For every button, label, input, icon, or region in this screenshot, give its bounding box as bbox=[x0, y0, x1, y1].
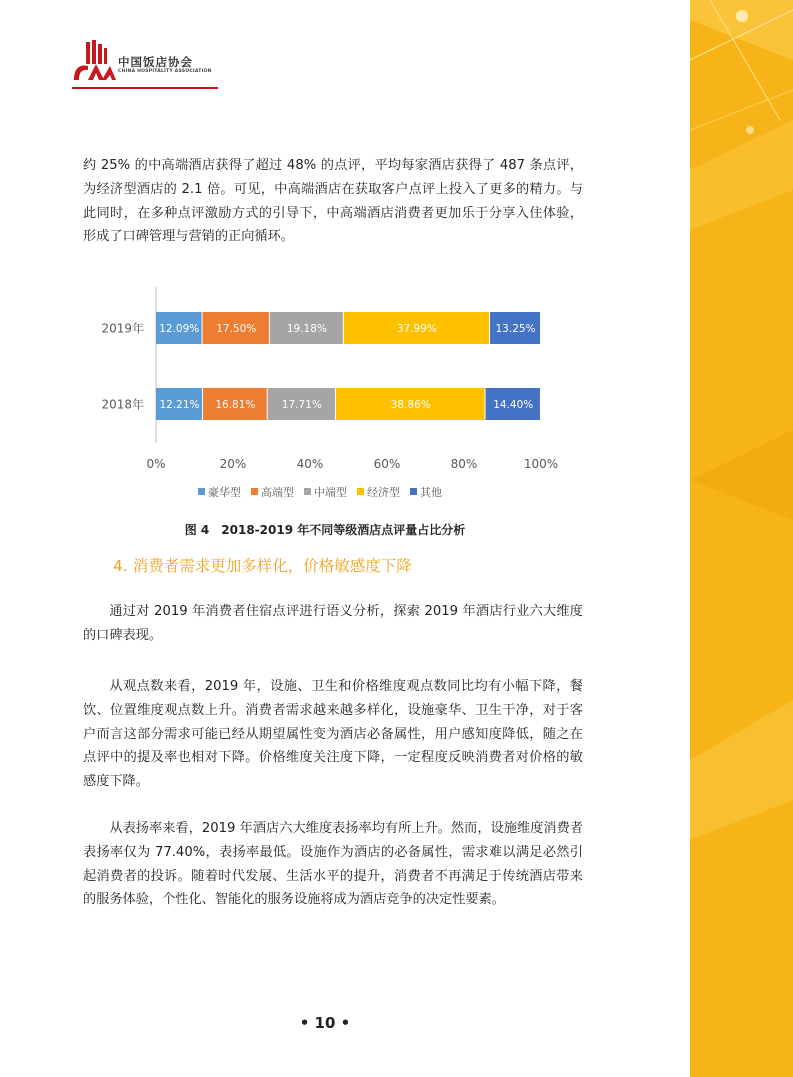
legend-label: 其他 bbox=[420, 486, 442, 499]
data-label: 14.40% bbox=[493, 399, 534, 411]
x-tick-label: 40% bbox=[296, 457, 324, 471]
data-label: 17.50% bbox=[216, 323, 257, 335]
header-logo bbox=[72, 40, 222, 92]
paragraph-opinion-count: 从观点数来看，2019 年，设施、卫生和价格维度观点数同比均有小幅下降，餐饮、位置维度观点数上升。消费者需求越来越多样化，设施豪华、卫生干净，对于客户而言这部分需求可能已经从期望属性变为酒店必备属性，用户感知度降低，随之在点评中的提及率也相对下降。价格维度关注度下降，一定程度反映消费者对价格的敏感度下降。 bbox=[83, 679, 583, 790]
x-tick-label: 80% bbox=[450, 457, 478, 471]
data-label: 12.09% bbox=[159, 323, 200, 335]
legend-label: 高端型 bbox=[261, 486, 294, 499]
x-tick-label: 20% bbox=[219, 457, 247, 471]
page-number: • 10 • bbox=[299, 1014, 351, 1032]
data-label: 19.18% bbox=[286, 323, 327, 335]
x-tick-label: 0% bbox=[146, 457, 166, 471]
stacked-bar-chart bbox=[80, 275, 600, 525]
legend-label: 经济型 bbox=[367, 486, 400, 499]
legend-label: 中端型 bbox=[314, 486, 347, 499]
x-tick-label: 100% bbox=[523, 457, 559, 471]
figure-caption: 图 4 2018-2019 年不同等级酒店点评量占比分析 bbox=[184, 523, 466, 537]
paragraph-praise-rate: 从表扬率来看，2019 年酒店六大维度表扬率均有所上升。然而，设施维度消费者表扬率仅为 77.40%，表扬率最低。设施作为酒店的必备属性，需求难以满足必然引起消费者的投诉。随着时代发展、生活水平的提升，消费者不再满足于传统酒店带来的服务体验，个性化、智能化的服务设施将成为酒店竞争的决定性要素。 bbox=[83, 821, 583, 908]
legend-swatch bbox=[357, 488, 364, 495]
category-label: 2019年 bbox=[101, 321, 144, 336]
header-divider bbox=[72, 87, 218, 89]
data-label: 12.21% bbox=[159, 399, 200, 411]
x-tick-label: 60% bbox=[373, 457, 401, 471]
legend-label: 豪华型 bbox=[208, 486, 241, 499]
org-name: 中国饭店协会 bbox=[118, 55, 193, 69]
data-label: 38.86% bbox=[390, 399, 431, 411]
decorative-side-band bbox=[690, 0, 793, 1077]
org-name-en: CHINA HOSPITALITY ASSOCIATION bbox=[118, 69, 212, 74]
category-label: 2018年 bbox=[101, 397, 144, 412]
section-heading: 4. 消费者需求更加多样化，价格敏感度下降 bbox=[113, 557, 412, 575]
cha-logo-icon bbox=[72, 40, 116, 82]
data-label: 37.99% bbox=[396, 323, 437, 335]
paragraph-semantic-analysis: 通过对 2019 年消费者住宿点评进行语义分析，探索 2019 年酒店行业六大维度的口碑表现。 bbox=[83, 604, 583, 643]
data-label: 13.25% bbox=[495, 323, 536, 335]
legend-swatch bbox=[198, 488, 205, 495]
legend-swatch bbox=[304, 488, 311, 495]
data-label: 16.81% bbox=[215, 399, 256, 411]
legend-swatch bbox=[410, 488, 417, 495]
intro-paragraph: 约 25% 的中高端酒店获得了超过 48% 的点评，平均每家酒店获得了 487 条点评，为经济型酒店的 2.1 倍。可见，中高端酒店在获取客户点评上投入了更多的精力。与此同时，在多种点评激励方式的引导下，中高端酒店消费者更加乐于分享入住体验，形成了口碑管理与营销的正向循环。 bbox=[83, 158, 583, 245]
data-label: 17.71% bbox=[281, 399, 322, 411]
legend-swatch bbox=[251, 488, 258, 495]
